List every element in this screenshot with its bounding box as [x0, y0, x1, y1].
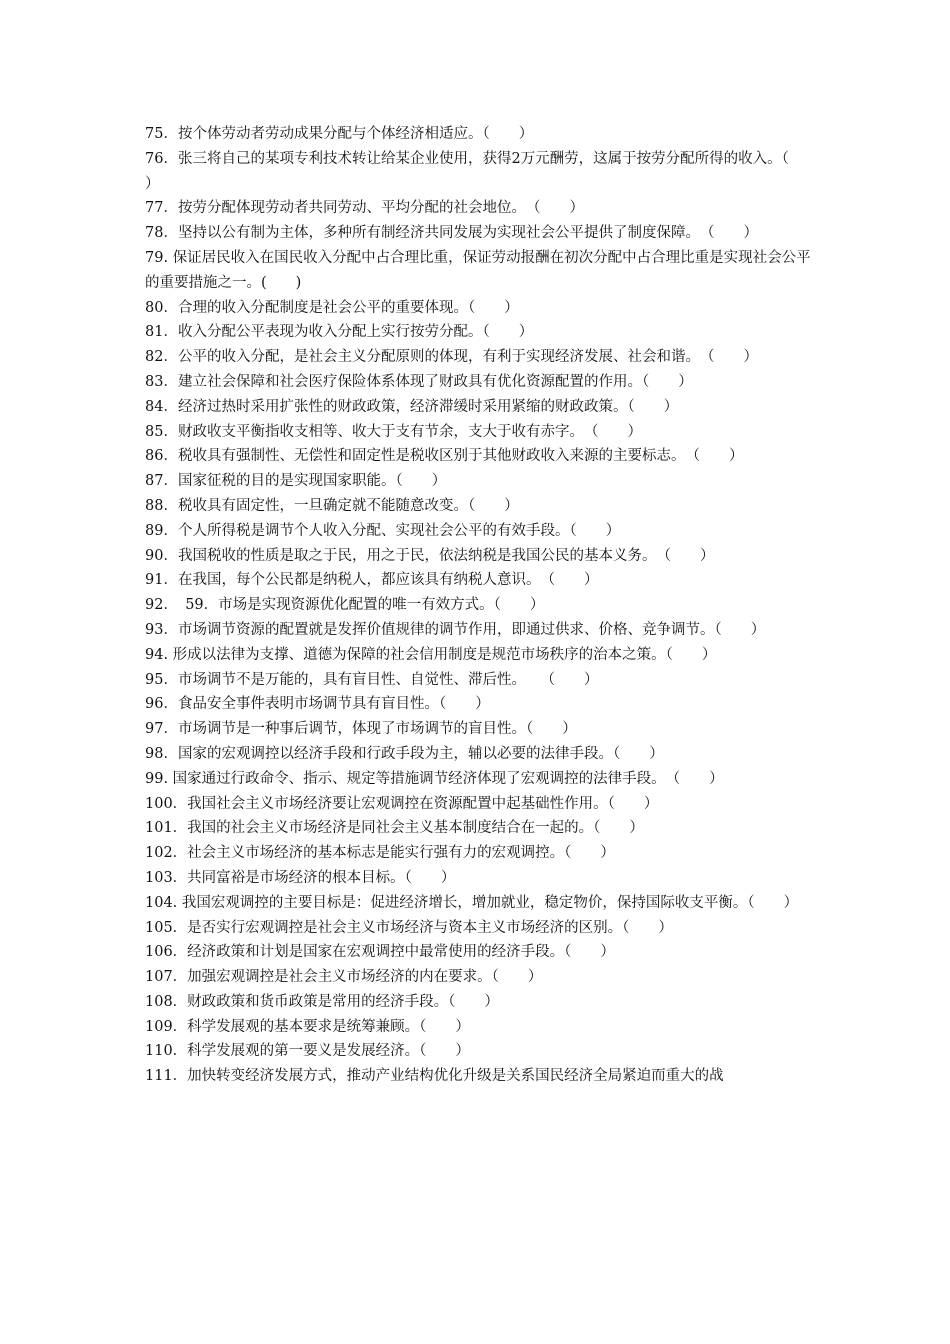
question-75: 75．按个体劳动者劳动成果分配与个体经济相适应。（ ） [145, 126, 534, 142]
question-102: 102．社会主义市场经济的基本标志是能实行强有力的宏观调控。（ ） [145, 845, 615, 862]
question-92: 92． 59．市场是实现资源优化配置的唯一有效方式。（ ） [145, 597, 545, 614]
question-76: 76．张三将自己的某项专利技术转让给某企业使用，获得2万元酬劳，这属于按劳分配所得的收入。（ ） [145, 150, 818, 192]
question-91: 91．在我国，每个公民都是纳税人，都应该具有纳税人意识。 （ ） [145, 572, 599, 589]
question-109: 109．科学发展观的基本要求是统筹兼顾。（ ） [145, 1018, 470, 1035]
question-97: 97．市场调节是一种事后调节，体现了市场调节的盲目性。（ ） [145, 721, 577, 738]
question-89: 89．个人所得税是调节个人收入分配、实现社会公平的有效手段。（ ） [145, 522, 621, 539]
question-106: 106．经济政策和计划是国家在宏观调控中最常使用的经济手段。（ ） [145, 944, 615, 961]
question-83: 83．建立社会保障和社会医疗保险体系体现了财政具有优化资源配置的作用。（ ） [145, 373, 693, 390]
question-105: 105．是否实行宏观调控是社会主义市场经济与资本主义市场经济的区别。（ ） [145, 919, 673, 936]
question-79: 79. 保证居民收入在国民收入分配中占合理比重，保证劳动报酬在初次分配中占合理比重是实现社会公平的重要措施之一。( ) [145, 249, 811, 291]
question-110: 110．科学发展观的第一要义是发展经济。（ ） [145, 1043, 470, 1060]
question-82: 82．公平的收入分配，是社会主义分配原则的体现，有利于实现经济发展、社会和谐。 （ ） [145, 349, 758, 366]
question-95: 95．市场调节不是万能的，具有盲目性、自觉性、滞后性。 （ ） [145, 671, 599, 688]
question-85: 85．财政收支平衡指收支相等、收大于支有节余，支大于收有赤字。 （ ） [145, 423, 642, 440]
question-87: 87．国家征税的目的是实现国家职能。（ ） [145, 473, 447, 490]
question-99: 99. 国家通过行政命令、指示、规定等措施调节经济体现了宏观调控的法律手段。 （ ） [145, 770, 724, 787]
question-100: 100．我国社会主义市场经济要让宏观调控在资源配置中起基础性作用。（ ） [145, 795, 659, 812]
question-103: 103．共同富裕是市场经济的根本目标。（ ） [145, 869, 456, 886]
question-94: 94. 形成以法律为支撑、道德为保障的社会信用制度是规范市场秩序的治本之策。（ ） [145, 646, 717, 663]
question-86: 86．税收具有强制性、无偿性和固定性是税收区别于其他财政收入来源的主要标志。 （ ） [145, 448, 744, 465]
question-98: 98．国家的宏观调控以经济手段和行政手段为主，辅以必要的法律手段。（ ） [145, 745, 664, 762]
question-93: 93．市场调节资源的配置就是发挥价值规律的调节作用，即通过供求、价格、竞争调节。（ ） [145, 621, 766, 638]
question-list [145, 122, 825, 1089]
question-84: 84．经济过热时采用扩张性的财政政策，经济滞缓时采用紧缩的财政政策。（ ） [145, 398, 679, 415]
question-80: 80．合理的收入分配制度是社会公平的重要体现。（ ） [145, 299, 519, 316]
question-108: 108．财政政策和货币政策是常用的经济手段。（ ） [145, 993, 499, 1010]
question-78: 78．坚持以公有制为主体，多种所有制经济共同发展为实现社会公平提供了制度保障。 （ ） [145, 225, 758, 242]
question-107: 107．加强宏观调控是社会主义市场经济的内在要求。（ ） [145, 969, 543, 986]
question-101: 101．我国的社会主义市场经济是同社会主义基本制度结合在一起的。（ ） [145, 820, 644, 837]
question-81: 81．收入分配公平表现为收入分配上实行按劳分配。（ ） [145, 324, 534, 341]
question-88: 88．税收具有固定性，一旦确定就不能随意改变。（ ） [145, 497, 519, 514]
question-104: 104. 我国宏观调控的主要目标是：促进经济增长，增加就业，稳定物价，保持国际收支平衡。（ ） [145, 894, 799, 911]
question-96: 96．食品安全事件表明市场调节具有盲目性。（ ） [145, 696, 490, 713]
question-90: 90．我国税收的性质是取之于民，用之于民，依法纳税是我国公民的基本义务。 （ ） [145, 547, 715, 564]
question-77: 77．按劳分配体现劳动者共同劳动、平均分配的社会地位。 （ ） [145, 200, 584, 217]
question-111: 111．加快转变经济发展方式，推动产业结构优化升级是关系国民经济全局紧迫而重大的战 [145, 1068, 724, 1085]
